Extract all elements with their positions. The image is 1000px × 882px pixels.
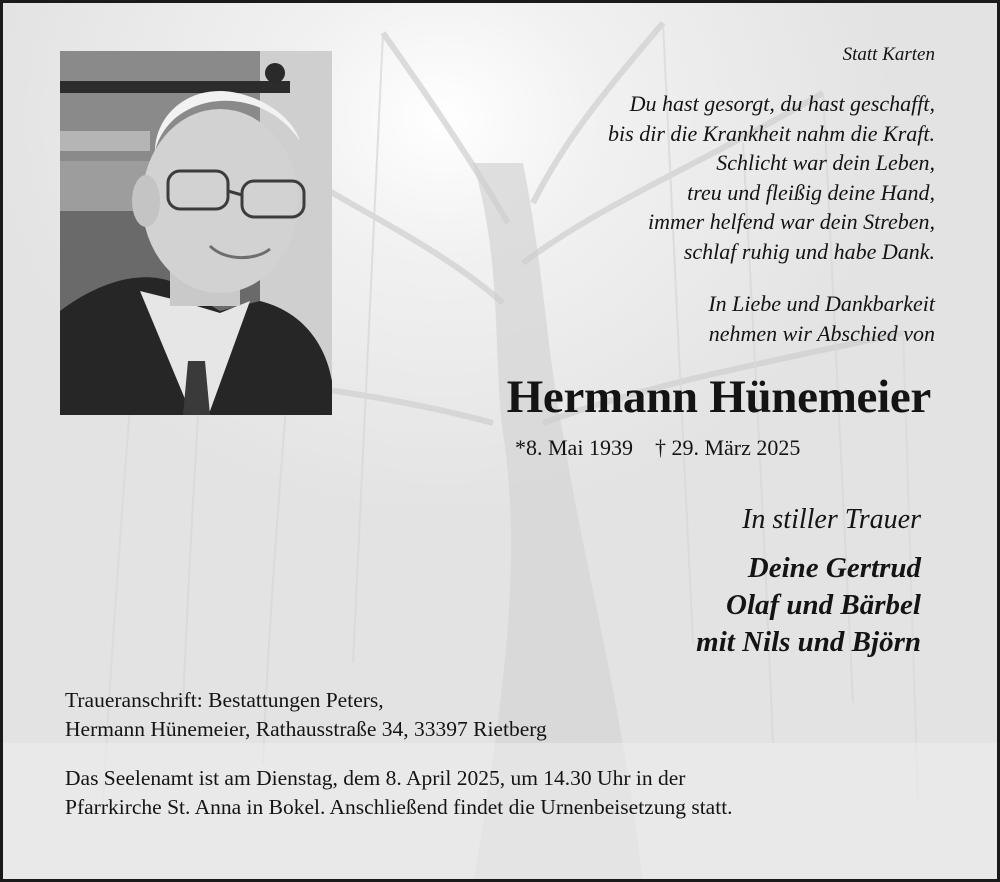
portrait-photo <box>60 51 332 415</box>
family-line: Olaf und Bärbel <box>726 589 921 621</box>
poem-line: Schlicht war dein Leben, <box>716 150 935 175</box>
farewell-line: nehmen wir Abschied von <box>708 320 935 346</box>
death-date: † 29. März 2025 <box>654 435 801 460</box>
address-line: Hermann Hünemeier, Rathausstraße 34, 33397 Rietberg <box>65 717 547 741</box>
poem-line: bis dir die Krankheit nahm die Kraft. <box>608 120 935 146</box>
family-names <box>696 550 921 661</box>
poem <box>608 89 935 266</box>
service-line: Das Seelenamt ist am Dienstag, dem 8. April 2025, um 14.30 Uhr in der <box>65 766 686 790</box>
mourning-address <box>65 686 547 744</box>
service-info <box>65 764 733 822</box>
farewell-line: In Liebe und Dankbarkeit <box>708 291 935 316</box>
poem-line: schlaf ruhig und habe Dank. <box>683 238 935 264</box>
poem-line: Du hast gesorgt, du hast geschafft, <box>629 91 935 116</box>
deceased-name: Hermann Hünemeier <box>506 371 931 423</box>
life-dates <box>515 433 800 463</box>
top-label: Statt Karten <box>842 44 935 65</box>
poem-line: immer helfend war dein Streben, <box>648 209 935 234</box>
birth-date: *8. Mai 1939 <box>515 435 633 460</box>
family-line: mit Nils und Björn <box>696 626 921 658</box>
poem-line: treu und fleißig deine Hand, <box>687 179 935 205</box>
service-line: Pfarrkirche St. Anna in Bokel. Anschließend findet die Urnenbeisetzung statt. <box>65 795 733 819</box>
mourning-label: In stiller Trauer <box>742 504 921 535</box>
farewell-text <box>708 289 935 348</box>
family-line: Deine Gertrud <box>747 552 921 584</box>
address-line: Traueranschrift: Bestattungen Peters, <box>65 688 384 712</box>
